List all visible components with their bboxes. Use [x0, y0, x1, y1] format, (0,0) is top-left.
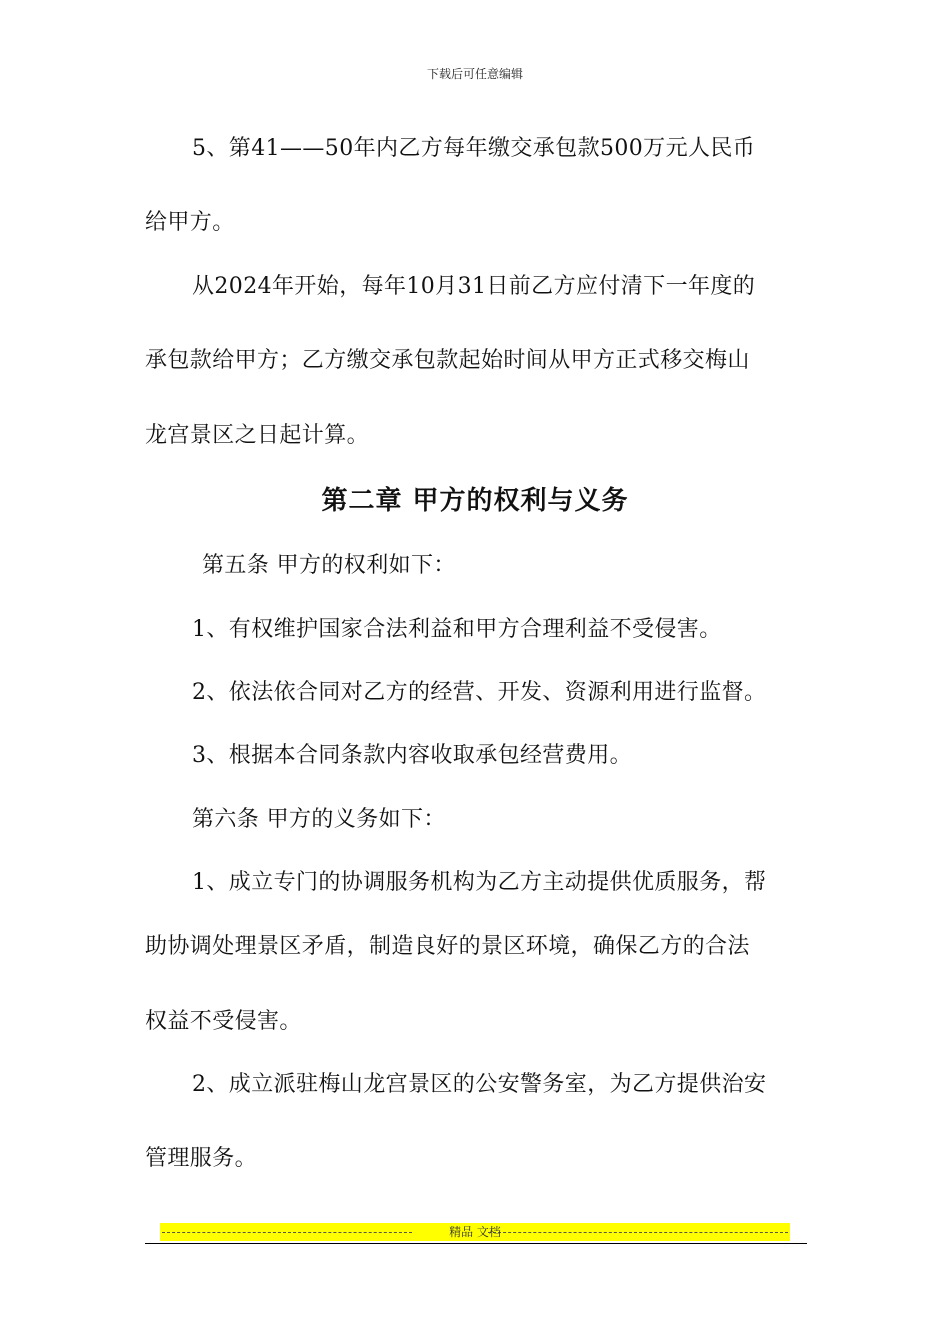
article-5-item-1: 1、有权维护国家合法利益和甲方合理利益不受侵害。: [192, 617, 722, 642]
article-5-title: 第五条 甲方的权利如下：: [202, 553, 456, 578]
article-6-item-1-line-1: 1、成立专门的协调服务机构为乙方主动提供优质服务，帮: [192, 870, 767, 895]
footer-label: 精品 文档: [449, 1225, 501, 1239]
payment-schedule-line-1: 从2024年开始，每年10月31日前乙方应付清下一年度的: [192, 274, 756, 299]
footer-rule: [145, 1243, 807, 1244]
article-6-item-1-line-3: 权益不受侵害。: [145, 1009, 302, 1034]
article-6-item-1-line-2: 助协调处理景区矛盾，制造良好的景区环境，确保乙方的合法: [145, 934, 750, 959]
chapter-title: 第二章 甲方的权利与义务: [321, 486, 629, 516]
payment-clause-line-2: 给甲方。: [145, 210, 235, 235]
article-5-item-3: 3、根据本合同条款内容收取承包经营费用。: [192, 743, 632, 768]
page-header-note: 下载后可任意编辑: [426, 67, 523, 81]
article-6-item-2-line-2: 管理服务。: [145, 1146, 258, 1171]
article-6-title: 第六条 甲方的义务如下：: [192, 807, 446, 832]
payment-schedule-line-2: 承包款给甲方；乙方缴交承包款起始时间从甲方正式移交梅山: [145, 348, 750, 373]
article-5-item-2: 2、依法依合同对乙方的经营、开发、资源利用进行监督。: [192, 680, 767, 705]
payment-clause-line-1: 5、第41——50年内乙方每年缴交承包款500万元人民币: [192, 136, 756, 161]
payment-schedule-line-3: 龙宫景区之日起计算。: [145, 423, 370, 448]
article-6-item-2-line-1: 2、成立派驻梅山龙宫景区的公安警务室，为乙方提供治安: [192, 1072, 767, 1097]
